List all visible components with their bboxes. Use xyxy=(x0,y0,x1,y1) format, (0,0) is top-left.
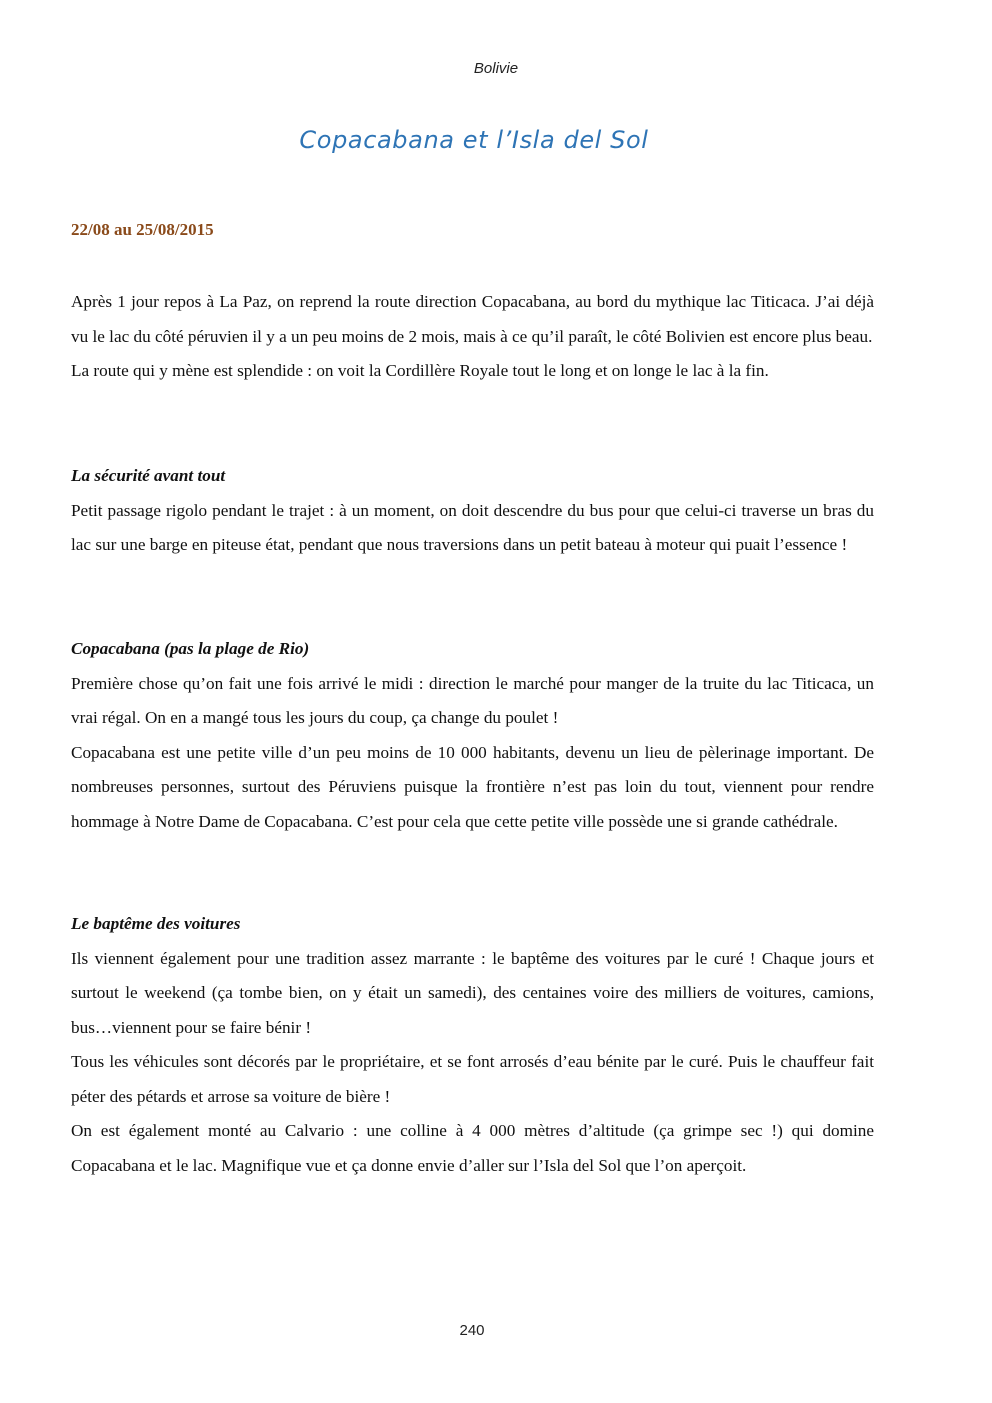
bapteme-paragraph-3: On est également monté au Calvario : une colline à 4 000 mètres d’altitude (ça grimpe sec !) qui domine Copacabana et le lac. Magnifique vue et ça donne envie d’aller sur l’Isla del Sol que l’on aperçoit. xyxy=(71,1121,874,1175)
intro-block xyxy=(71,285,874,389)
running-header: Bolivie xyxy=(473,60,519,77)
copacabana-paragraph-2: Copacabana est une petite ville d’un peu moins de 10 000 habitants, devenu un lieu de pèlerinage important. De nombreuses personnes, surtout des Péruviens puisque la frontière n’est pas loin du tout, viennent pour rendre hommage à Notre Dame de Copacabana. C’est pour cela que cette petite ville possède une si grande cathédrale. xyxy=(71,742,874,831)
intro-paragraph-2: La route qui y mène est splendide : on voit la Cordillère Royale tout le long et on longe le lac à la fin. xyxy=(71,361,769,380)
page-title-text: Copacabana et l’Isla del Sol xyxy=(299,126,649,154)
section-heading-bapteme: Le baptême des voitures xyxy=(71,914,241,933)
page-title xyxy=(0,126,948,154)
bapteme-paragraph-1: Ils viennent également pour une tradition assez marrante : le baptême des voitures par le curé ! Chaque jours et surtout le weekend (ça tombe bien, on y était un samedi), des centaines voire des milliers de voitures, camions, bus…viennent pour se faire bénir ! xyxy=(71,948,874,1037)
securite-paragraph-1: Petit passage rigolo pendant le trajet : à un moment, on doit descendre du bus pour que celui-ci traverse un bras du lac sur une barge en piteuse état, pendant que nous traversions dans un petit bateau à moteur qui puait l’essence ! xyxy=(71,500,874,554)
intro-paragraph-1: Après 1 jour repos à La Paz, on reprend la route direction Copacabana, au bord du mythique lac Titicaca. J’ai déjà vu le lac du côté péruvien il y a un peu moins de 2 mois, mais à ce qu’il paraît, le côté Bolivien est encore plus beau. xyxy=(71,292,874,346)
page-number: 240 xyxy=(459,1322,485,1339)
bapteme-paragraph-2: Tous les véhicules sont décorés par le propriétaire, et se font arrosés d’eau bénite par le curé. Puis le chauffeur fait péter des pétards et arrose sa voiture de bière ! xyxy=(71,1052,874,1106)
section-bapteme xyxy=(71,907,874,1183)
section-heading-copacabana: Copacabana (pas la plage de Rio) xyxy=(71,639,310,658)
copacabana-paragraph-1: Première chose qu’on fait une fois arrivé le midi : direction le marché pour manger de la truite du lac Titicaca, un vrai régal. On en a mangé tous les jours du coup, ça change du poulet ! xyxy=(71,673,874,727)
date-range: 22/08 au 25/08/2015 xyxy=(71,220,214,239)
section-heading-securite: La sécurité avant tout xyxy=(71,466,226,485)
section-copacabana xyxy=(71,632,874,839)
section-securite xyxy=(71,459,874,563)
